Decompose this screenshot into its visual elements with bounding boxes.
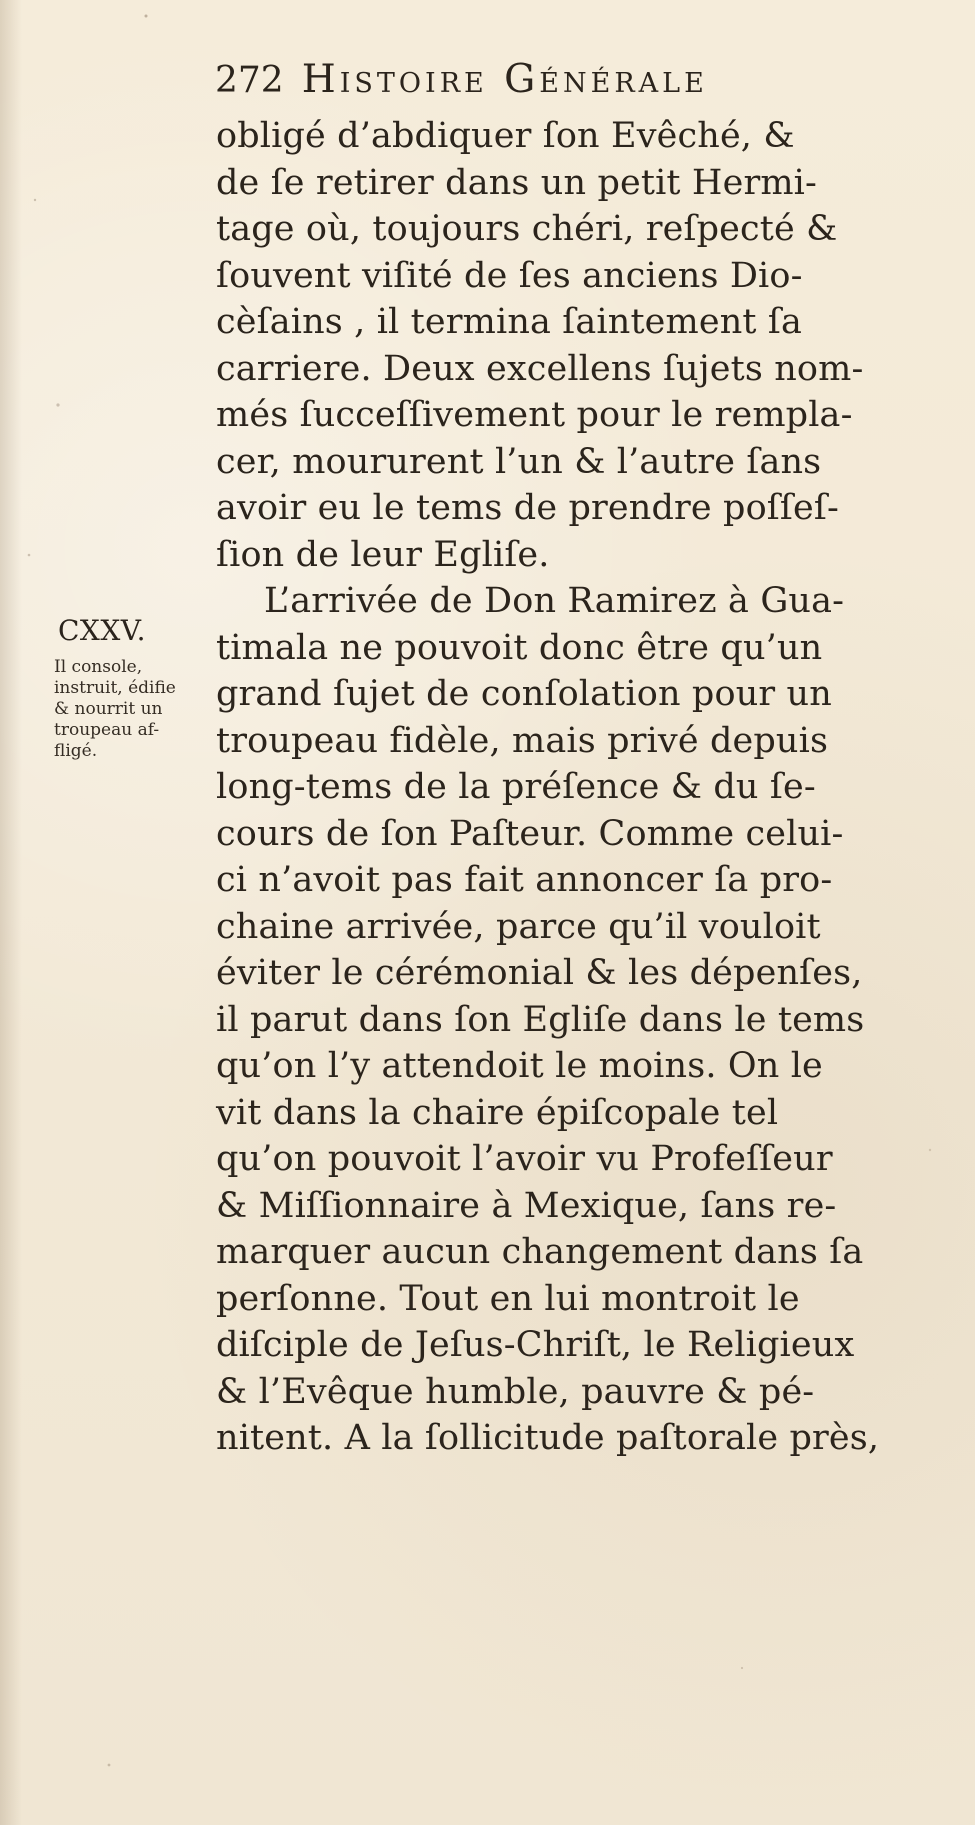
text-line: cer, moururent l’un & l’autre ſans <box>216 441 822 482</box>
text-line: ci n’avoit pas fait annoncer ſa pro- <box>216 860 833 900</box>
margin-note-line: & nourrit un <box>54 699 163 719</box>
paper-speck <box>108 1764 111 1767</box>
text-line: timala ne pouvoit donc être qu’un <box>216 627 823 668</box>
text-line: éviter le cérémonial & les dépenſes, <box>216 953 863 993</box>
margin-note-line: instruit, édifie <box>54 678 176 698</box>
paragraph-start-line: L’arrivée de Don Ramirez à Gua- <box>264 581 845 621</box>
text-line: diſciple de Jeſus-Chriſt, le Religieux <box>216 1325 855 1365</box>
text-line: qu’on l’y attendoit le moins. On le <box>216 1046 823 1086</box>
section-number: CXXV. <box>58 614 147 647</box>
paper-speck <box>929 1149 931 1151</box>
text-line: de ſe retirer dans un petit Hermi- <box>216 162 817 203</box>
page-fold-shadow <box>0 0 22 1825</box>
text-line: més ſucceſſivement pour le rempla- <box>216 395 853 435</box>
margin-note <box>54 657 204 762</box>
text-line: grand ſujet de conſolation pour un <box>216 674 832 714</box>
text-line: tage où, toujours chéri, reſpecté & <box>216 209 838 249</box>
body-text <box>216 113 906 1462</box>
text-line: carriere. Deux excellens ſujets nom- <box>216 348 864 389</box>
paper-speck <box>145 15 148 18</box>
text-line: nitent. A la ſollicitude paſtorale près, <box>216 1418 880 1458</box>
margin-note-line: Il console, <box>54 657 143 677</box>
paper-speck <box>56 403 59 406</box>
page-number: 272 <box>215 60 284 101</box>
paper-speck <box>741 1667 743 1669</box>
text-line: chaine arrivée, parce qu’il vouloit <box>216 906 821 947</box>
page-header <box>215 54 915 106</box>
margin-note-line: troupeau af- <box>54 720 160 740</box>
running-title: Histoire Générale <box>301 57 708 102</box>
text-line: troupeau fidèle, mais privé depuis <box>216 720 829 761</box>
text-line: avoir eu le tems de prendre poſſeſ- <box>216 488 839 528</box>
text-line: vit dans la chaire épiſcopale tel <box>216 1092 779 1133</box>
text-line: il parut dans ſon Egliſe dans le tems <box>216 999 865 1040</box>
text-line: marquer aucun changement dans ſa <box>216 1232 864 1272</box>
paper-speck <box>34 199 36 201</box>
text-line: ſion de leur Egliſe. <box>216 534 550 575</box>
text-line: cèſains , il termina ſaintement ſa <box>216 302 803 342</box>
text-line: obligé d’abdiquer ſon Evêché, & <box>216 116 795 156</box>
margin-note-line: fligé. <box>54 741 98 761</box>
paper-speck <box>28 554 31 557</box>
text-line: ſouvent viſité de ſes anciens Dio- <box>216 255 803 296</box>
text-line: & Miſſionnaire à Mexique, ſans re- <box>216 1185 837 1226</box>
text-line: qu’on pouvoit l’avoir vu Profeſſeur <box>216 1139 833 1179</box>
text-line: long-tems de la préſence & du ſe- <box>216 767 816 807</box>
text-line: & l’Evêque humble, pauvre & pé- <box>216 1371 815 1412</box>
text-line: perſonne. Tout en lui montroit le <box>216 1278 800 1319</box>
text-line: cours de ſon Paſteur. Comme celui- <box>216 813 844 854</box>
